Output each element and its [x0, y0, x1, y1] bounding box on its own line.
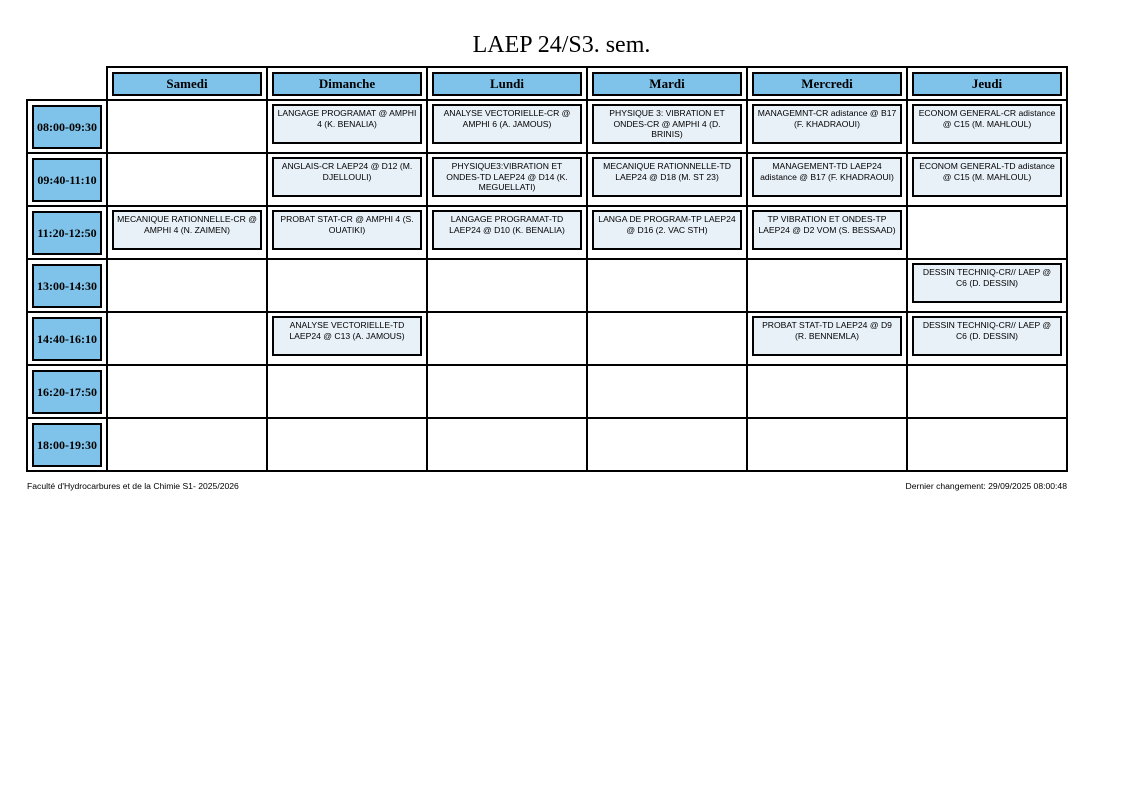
schedule-cell	[747, 153, 907, 206]
schedule-cell	[907, 259, 1067, 312]
schedule-cell	[587, 365, 747, 418]
schedule-cell	[427, 153, 587, 206]
course-entry[interactable]: DESSIN TECHNIQ-CR// LAEP @ C6 (D. DESSIN)	[912, 263, 1062, 303]
footer-last-change: Dernier changement: 29/09/2025 08:00:48	[905, 481, 1067, 491]
course-entry[interactable]: LANGAGE PROGRAMAT-TD LAEP24 @ D10 (K. BENALIA)	[432, 210, 582, 250]
schedule-cell	[107, 259, 267, 312]
schedule-cell	[107, 418, 267, 471]
schedule-cell	[747, 365, 907, 418]
time-slot-cell	[27, 259, 107, 312]
time-slot-row	[27, 418, 1067, 471]
schedule-cell	[267, 100, 427, 153]
schedule-cell	[267, 418, 427, 471]
schedule-cell	[107, 365, 267, 418]
time-slot-row	[27, 312, 1067, 365]
schedule-cell	[907, 153, 1067, 206]
time-slot-label: 18:00-19:30	[32, 423, 102, 467]
schedule-cell	[747, 206, 907, 259]
course-entry[interactable]: ECONOM GENERAL-TD adistance @ C15 (M. MAHLOUL)	[912, 157, 1062, 197]
time-slot-cell	[27, 418, 107, 471]
day-column-5	[907, 67, 1067, 100]
schedule-cell	[267, 153, 427, 206]
time-slot-label: 14:40-16:10	[32, 317, 102, 361]
schedule-cell	[587, 259, 747, 312]
course-entry[interactable]: TP VIBRATION ET ONDES-TP LAEP24 @ D2 VOM (S. BESSAAD)	[752, 210, 902, 250]
schedule-cell	[587, 153, 747, 206]
day-column-3	[587, 67, 747, 100]
day-header: Lundi	[432, 72, 582, 96]
day-header-row	[27, 67, 1067, 100]
schedule-cell	[747, 259, 907, 312]
schedule-cell	[267, 206, 427, 259]
course-entry[interactable]: ANALYSE VECTORIELLE-TD LAEP24 @ C13 (A. JAMOUS)	[272, 316, 422, 356]
schedule-cell	[587, 100, 747, 153]
time-slot-row	[27, 365, 1067, 418]
schedule-cell	[427, 312, 587, 365]
schedule-cell	[107, 206, 267, 259]
day-header: Jeudi	[912, 72, 1062, 96]
time-slot-cell	[27, 206, 107, 259]
time-slot-row	[27, 206, 1067, 259]
course-entry[interactable]: PROBAT STAT-TD LAEP24 @ D9 (R. BENNEMLA)	[752, 316, 902, 356]
schedule-cell	[907, 365, 1067, 418]
schedule-cell	[427, 418, 587, 471]
time-slot-row	[27, 153, 1067, 206]
course-entry[interactable]: MECANIQUE RATIONNELLE-CR @ AMPHI 4 (N. ZAIMEN)	[112, 210, 262, 250]
schedule-cell	[907, 100, 1067, 153]
time-slot-cell	[27, 312, 107, 365]
time-slot-label: 16:20-17:50	[32, 370, 102, 414]
course-entry[interactable]: ANGLAIS-CR LAEP24 @ D12 (M. DJELLOULI)	[272, 157, 422, 197]
course-entry[interactable]: PROBAT STAT-CR @ AMPHI 4 (S. OUATIKI)	[272, 210, 422, 250]
timetable	[26, 66, 1068, 472]
course-entry[interactable]: ECONOM GENERAL-CR adistance @ C15 (M. MAHLOUL)	[912, 104, 1062, 144]
time-slot-row	[27, 100, 1067, 153]
schedule-cell	[107, 153, 267, 206]
corner-cell	[27, 67, 107, 100]
schedule-cell	[587, 312, 747, 365]
day-header: Mardi	[592, 72, 742, 96]
schedule-cell	[427, 206, 587, 259]
course-entry[interactable]: MECANIQUE RATIONNELLE-TD LAEP24 @ D18 (M. ST 23)	[592, 157, 742, 197]
day-header: Dimanche	[272, 72, 422, 96]
course-entry[interactable]: PHYSIQUE 3: VIBRATION ET ONDES-CR @ AMPHI 4 (D. BRINIS)	[592, 104, 742, 144]
time-slot-label: 11:20-12:50	[32, 211, 102, 255]
course-entry[interactable]: LANGAGE PROGRAMAT @ AMPHI 4 (K. BENALIA)	[272, 104, 422, 144]
day-column-2	[427, 67, 587, 100]
day-column-4	[747, 67, 907, 100]
schedule-cell	[907, 418, 1067, 471]
time-slot-cell	[27, 100, 107, 153]
schedule-cell	[107, 312, 267, 365]
day-header: Mercredi	[752, 72, 902, 96]
page-title: LAEP 24/S3. sem.	[472, 32, 651, 58]
schedule-cell	[747, 312, 907, 365]
day-column-1	[267, 67, 427, 100]
course-entry[interactable]: MANAGEMENT-TD LAEP24 adistance @ B17 (F. KHADRAOUI)	[752, 157, 902, 197]
course-entry[interactable]: DESSIN TECHNIQ-CR// LAEP @ C6 (D. DESSIN)	[912, 316, 1062, 356]
schedule-cell	[587, 418, 747, 471]
schedule-cell	[267, 365, 427, 418]
schedule-cell	[427, 100, 587, 153]
schedule-cell	[267, 312, 427, 365]
day-column-0	[107, 67, 267, 100]
schedule-cell	[747, 418, 907, 471]
schedule-cell	[427, 365, 587, 418]
course-entry[interactable]: LANGA DE PROGRAM-TP LAEP24 @ D16 (2. VAC STH)	[592, 210, 742, 250]
schedule-cell	[907, 312, 1067, 365]
schedule-cell	[587, 206, 747, 259]
schedule-cell	[427, 259, 587, 312]
footer-faculty: Faculté d'Hydrocarbures et de la Chimie S1- 2025/2026	[27, 481, 239, 491]
time-slot-label: 13:00-14:30	[32, 264, 102, 308]
course-entry[interactable]: PHYSIQUE3:VIBRATION ET ONDES-TD LAEP24 @ D14 (K. MEGUELLATI)	[432, 157, 582, 197]
schedule-cell	[107, 100, 267, 153]
time-slot-cell	[27, 365, 107, 418]
schedule-cell	[907, 206, 1067, 259]
course-entry[interactable]: MANAGEMNT-CR adistance @ B17 (F. KHADRAOUI)	[752, 104, 902, 144]
time-slot-cell	[27, 153, 107, 206]
time-slot-label: 08:00-09:30	[32, 105, 102, 149]
schedule-cell	[267, 259, 427, 312]
time-slot-label: 09:40-11:10	[32, 158, 102, 202]
course-entry[interactable]: ANALYSE VECTORIELLE-CR @ AMPHI 6 (A. JAMOUS)	[432, 104, 582, 144]
day-header: Samedi	[112, 72, 262, 96]
schedule-cell	[747, 100, 907, 153]
time-slot-row	[27, 259, 1067, 312]
